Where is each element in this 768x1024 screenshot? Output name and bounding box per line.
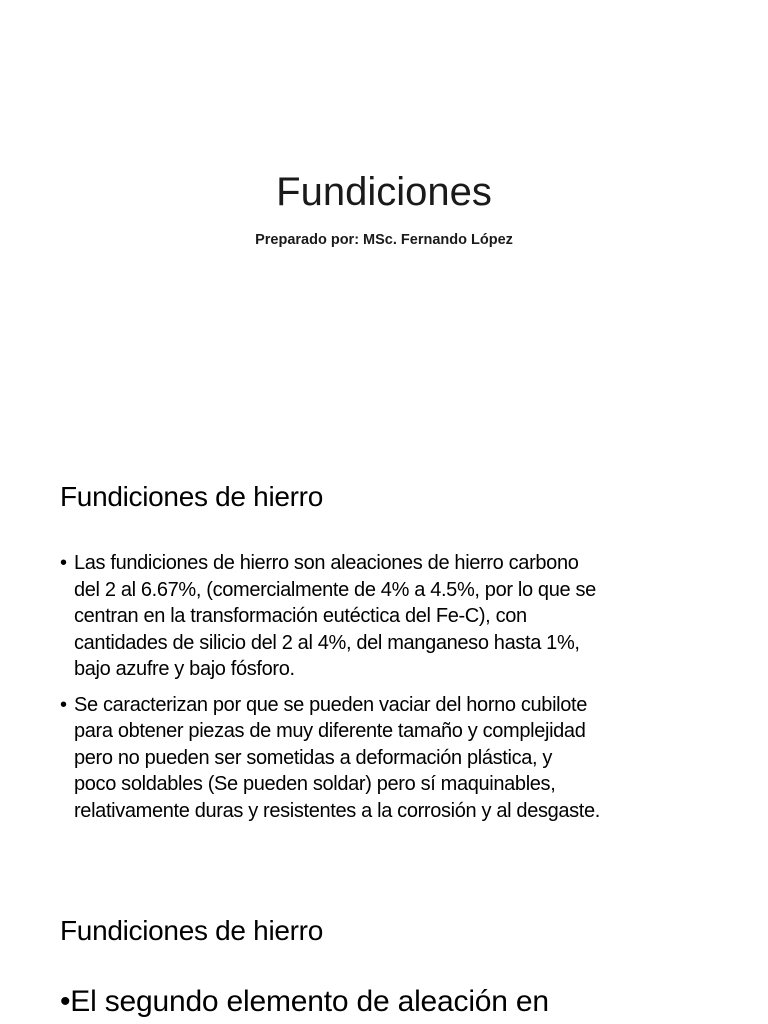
bullet-line: Las fundiciones de hierro son aleaciones de hierro carbono [74,552,579,574]
bullet-line: bajo azufre y bajo fósforo. [74,658,295,680]
bullet-line: pero no pueden ser sometidas a deformación plástica, y [74,746,553,769]
bullet-line: relativamente duras y resistentes a la corrosión y al desgaste. [74,799,600,822]
bullet-item [60,692,720,825]
slide-heading: Fundiciones de hierro [60,915,323,946]
presentation-title: Fundiciones [276,170,492,214]
slide-heading: Fundiciones de hierro [60,481,323,512]
bullet-line: centran en la transformación eutéctica del Fe-C), con [74,605,527,627]
bullet-line: del 2 al 6.67%, (comercialmente de 4% a 4.5%, por lo que se [74,578,596,601]
title-slide [0,0,768,430]
content-slide-2 [0,904,768,1024]
bullet-marker: • [60,552,67,574]
bullet-line: poco soldables (Se pueden soldar) pero sí maquinables, [74,773,556,795]
bullet-line: cantidades de silicio del 2 al 4%, del manganeso hasta 1%, [74,631,580,654]
presentation-author: Preparado por: MSc. Fernando López [255,232,513,248]
bullet-list [60,550,720,833]
bullet-marker: • [60,693,67,716]
bullet-line: para obtener piezas de muy diferente tamaño y complejidad [74,720,586,742]
bullet-line: Se caracterizan por que se pueden vaciar del horno cubilote [74,693,588,716]
content-slide-1 [0,470,768,870]
bullet-item: •El segundo elemento de aleación en [60,985,549,1018]
bullet-item [60,550,720,683]
